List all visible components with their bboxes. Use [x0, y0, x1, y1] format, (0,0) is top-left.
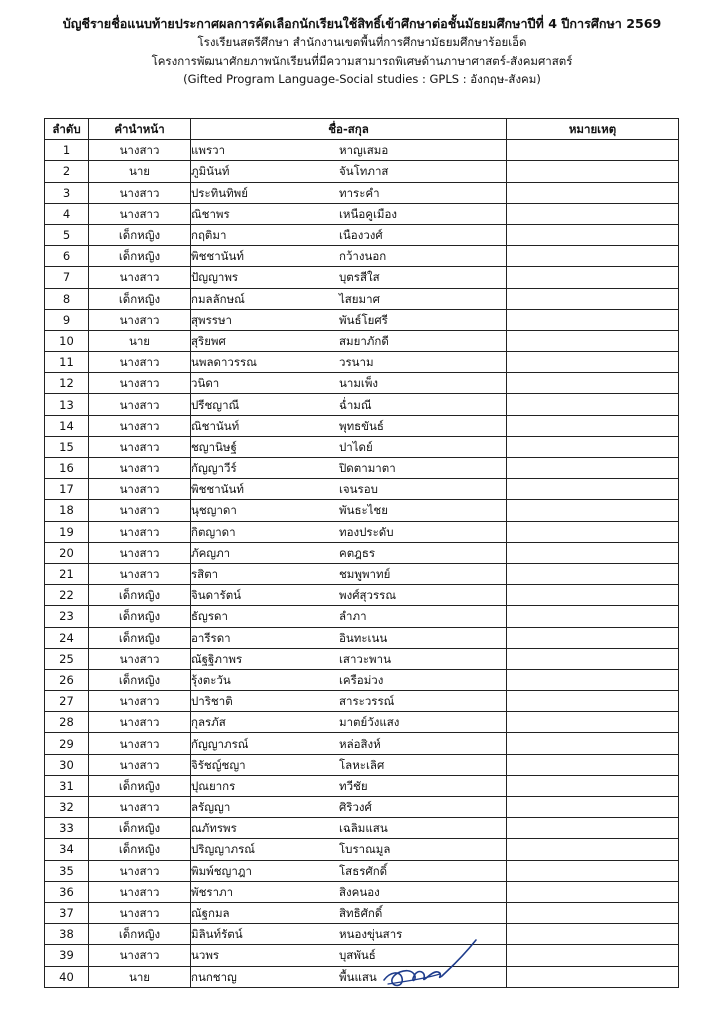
- name-prefix: นางสาว: [89, 373, 191, 394]
- note-cell: [507, 309, 679, 330]
- name-prefix: นางสาว: [89, 415, 191, 436]
- last-name: จันโทภาส: [339, 164, 389, 179]
- last-name: หนองขุ่นสาร: [339, 927, 403, 942]
- note-cell: [507, 881, 679, 902]
- last-name: เนืองวงศ์: [339, 228, 383, 243]
- table-row: [45, 563, 679, 584]
- note-cell: [507, 479, 679, 500]
- note-cell: [507, 585, 679, 606]
- row-number: 36: [45, 881, 89, 902]
- row-number: 15: [45, 436, 89, 457]
- last-name: ปิดตามาตา: [339, 461, 396, 476]
- first-name: กมลลักษณ์: [191, 291, 245, 306]
- signature-scribble: [380, 934, 480, 990]
- last-name: ปาไดย์: [339, 439, 373, 454]
- name-prefix: นางสาว: [89, 182, 191, 203]
- table-row: [45, 309, 679, 330]
- full-name: [191, 267, 507, 288]
- name-prefix: นางสาว: [89, 542, 191, 563]
- name-prefix: นางสาว: [89, 860, 191, 881]
- last-name: สิทธิศักดิ์: [339, 906, 383, 921]
- table-row: [45, 839, 679, 860]
- name-prefix: เด็กหญิง: [89, 627, 191, 648]
- name-prefix: เด็กหญิง: [89, 818, 191, 839]
- last-name: ฉ่ำมณี: [339, 397, 372, 412]
- column-header-prefix: คำนำหน้า: [89, 119, 191, 140]
- row-number: 23: [45, 606, 89, 627]
- last-name: นามเพ็ง: [339, 376, 379, 391]
- row-number: 12: [45, 373, 89, 394]
- note-cell: [507, 500, 679, 521]
- note-cell: [507, 945, 679, 966]
- table-row: [45, 394, 679, 415]
- table-row: [45, 902, 679, 923]
- note-cell: [507, 563, 679, 584]
- table-row: [45, 648, 679, 669]
- name-prefix: นางสาว: [89, 945, 191, 966]
- note-cell: [507, 373, 679, 394]
- first-name: วนิดา: [191, 376, 220, 391]
- table-row: [45, 373, 679, 394]
- full-name: [191, 775, 507, 796]
- note-cell: [507, 648, 679, 669]
- first-name: ลรัญญา: [191, 800, 231, 815]
- last-name: ศิริวงศ์: [339, 800, 372, 815]
- full-name: [191, 224, 507, 245]
- full-name: [191, 458, 507, 479]
- row-number: 32: [45, 797, 89, 818]
- first-name: อารีรดา: [191, 630, 231, 645]
- note-cell: [507, 775, 679, 796]
- last-name: พันธะไชย: [339, 503, 388, 518]
- name-prefix: นางสาว: [89, 140, 191, 161]
- name-prefix: เด็กหญิง: [89, 606, 191, 627]
- note-cell: [507, 966, 679, 987]
- note-cell: [507, 352, 679, 373]
- full-name: [191, 860, 507, 881]
- table-row: [45, 924, 679, 945]
- full-name: [191, 521, 507, 542]
- full-name: [191, 394, 507, 415]
- row-number: 26: [45, 669, 89, 690]
- student-roster-table: [44, 118, 679, 988]
- full-name: [191, 500, 507, 521]
- last-name: ทาระคำ: [339, 185, 380, 200]
- first-name: กิตญาดา: [191, 524, 236, 539]
- table-row: [45, 458, 679, 479]
- full-name: [191, 563, 507, 584]
- table-row: [45, 627, 679, 648]
- full-name: [191, 733, 507, 754]
- first-name: ประทินทิพย์: [191, 185, 248, 200]
- first-name: ภูมินันท์: [191, 164, 230, 179]
- table-row: [45, 246, 679, 267]
- full-name: [191, 754, 507, 775]
- full-name: [191, 140, 507, 161]
- full-name: [191, 691, 507, 712]
- row-number: 10: [45, 330, 89, 351]
- table-row: [45, 881, 679, 902]
- last-name: บุสพันธ์: [339, 948, 376, 963]
- first-name: รสิตา: [191, 567, 219, 582]
- first-name: นวพร: [191, 948, 220, 963]
- row-number: 28: [45, 712, 89, 733]
- full-name: [191, 881, 507, 902]
- name-prefix: เด็กหญิง: [89, 924, 191, 945]
- row-number: 11: [45, 352, 89, 373]
- last-name: คตฎธร: [339, 545, 376, 560]
- note-cell: [507, 733, 679, 754]
- name-prefix: นางสาว: [89, 309, 191, 330]
- name-prefix: นางสาว: [89, 500, 191, 521]
- row-number: 7: [45, 267, 89, 288]
- row-number: 14: [45, 415, 89, 436]
- full-name: [191, 330, 507, 351]
- table-row: [45, 818, 679, 839]
- row-number: 18: [45, 500, 89, 521]
- last-name: หาญเสมอ: [339, 143, 389, 158]
- note-cell: [507, 754, 679, 775]
- full-name: [191, 902, 507, 923]
- note-cell: [507, 669, 679, 690]
- first-name: มิลินท์รัตน์: [191, 927, 243, 942]
- row-number: 39: [45, 945, 89, 966]
- last-name: ลำภา: [339, 609, 367, 624]
- document-header: [0, 14, 724, 89]
- first-name: ภัคญภา: [191, 545, 231, 560]
- last-name: กว้างนอก: [339, 249, 387, 264]
- note-cell: [507, 839, 679, 860]
- program-english-line: (Gifted Program Language-Social studies : GPLS : อังกฤษ-สังคม): [183, 72, 541, 87]
- full-name: [191, 415, 507, 436]
- row-number: 13: [45, 394, 89, 415]
- last-name: พันธ์โยศรี: [339, 312, 388, 327]
- table-row: [45, 500, 679, 521]
- table-row: [45, 669, 679, 690]
- full-name: [191, 627, 507, 648]
- table-row: [45, 161, 679, 182]
- table-row: [45, 712, 679, 733]
- row-number: 22: [45, 585, 89, 606]
- full-name: [191, 246, 507, 267]
- column-header-name: ชื่อ-สกุล: [191, 119, 507, 140]
- full-name: [191, 839, 507, 860]
- last-name: สิงคนอง: [339, 884, 380, 899]
- first-name: ปริญญาภรณ์: [191, 842, 255, 857]
- name-prefix: นางสาว: [89, 436, 191, 457]
- table-row: [45, 436, 679, 457]
- first-name: พิชชานันท์: [191, 482, 244, 497]
- row-number: 25: [45, 648, 89, 669]
- first-name: จิรัชญ์ชญา: [191, 757, 246, 772]
- last-name: พงศ์สุวรรณ: [339, 588, 396, 603]
- full-name: [191, 479, 507, 500]
- full-name: [191, 669, 507, 690]
- table-row: [45, 585, 679, 606]
- note-cell: [507, 606, 679, 627]
- first-name: จินดารัตน์: [191, 588, 242, 603]
- note-cell: [507, 330, 679, 351]
- name-prefix: นางสาว: [89, 712, 191, 733]
- row-number: 1: [45, 140, 89, 161]
- row-number: 33: [45, 818, 89, 839]
- name-prefix: นางสาว: [89, 754, 191, 775]
- full-name: [191, 352, 507, 373]
- full-name: [191, 288, 507, 309]
- table-row: [45, 521, 679, 542]
- full-name: [191, 585, 507, 606]
- note-cell: [507, 288, 679, 309]
- name-prefix: นางสาว: [89, 203, 191, 224]
- note-cell: [507, 182, 679, 203]
- row-number: 30: [45, 754, 89, 775]
- name-prefix: เด็กหญิง: [89, 669, 191, 690]
- last-name: สาระวรรณ์: [339, 694, 395, 709]
- row-number: 21: [45, 563, 89, 584]
- table-row: [45, 330, 679, 351]
- table-row: [45, 479, 679, 500]
- row-number: 20: [45, 542, 89, 563]
- note-cell: [507, 224, 679, 245]
- first-name: ชญานิษฐ์: [191, 439, 237, 454]
- table-row: [45, 288, 679, 309]
- first-name: กัญญาวีร์: [191, 461, 237, 476]
- first-name: ปาริชาติ: [191, 694, 233, 709]
- last-name: พื้นแสน: [339, 969, 377, 984]
- first-name: ปัญญาพร: [191, 270, 239, 285]
- full-name: [191, 373, 507, 394]
- name-prefix: นางสาว: [89, 394, 191, 415]
- note-cell: [507, 542, 679, 563]
- name-prefix: นาย: [89, 330, 191, 351]
- program-line: โครงการพัฒนาศักยภาพนักเรียนที่มีความสามารถพิเศษด้านภาษาศาสตร์-สังคมศาสตร์: [151, 53, 573, 68]
- name-prefix: นางสาว: [89, 797, 191, 818]
- first-name: ธัญรดา: [191, 609, 228, 624]
- first-name: รุ้งตะวัน: [191, 672, 231, 687]
- row-number: 3: [45, 182, 89, 203]
- name-prefix: นาย: [89, 161, 191, 182]
- table-row: [45, 140, 679, 161]
- table-row: [45, 267, 679, 288]
- first-name: กนกชาญ: [191, 969, 237, 984]
- name-prefix: นางสาว: [89, 479, 191, 500]
- last-name: เสาวะพาน: [339, 651, 391, 666]
- table-row: [45, 754, 679, 775]
- row-number: 35: [45, 860, 89, 881]
- note-cell: [507, 627, 679, 648]
- name-prefix: นางสาว: [89, 521, 191, 542]
- table-row: [45, 182, 679, 203]
- note-cell: [507, 521, 679, 542]
- note-cell: [507, 860, 679, 881]
- full-name: [191, 542, 507, 563]
- row-number: 6: [45, 246, 89, 267]
- row-number: 5: [45, 224, 89, 245]
- last-name: ชมพูพาทย์: [339, 567, 391, 582]
- full-name: [191, 436, 507, 457]
- first-name: แพรวา: [191, 143, 226, 158]
- last-name: มาตย์วังแสง: [339, 715, 400, 730]
- note-cell: [507, 691, 679, 712]
- name-prefix: นางสาว: [89, 733, 191, 754]
- last-name: สมยาภักดี: [339, 333, 389, 348]
- row-number: 8: [45, 288, 89, 309]
- first-name: ณัฐกมล: [191, 906, 230, 921]
- table-header-row: [45, 119, 679, 140]
- name-prefix: เด็กหญิง: [89, 839, 191, 860]
- row-number: 17: [45, 479, 89, 500]
- table-row: [45, 733, 679, 754]
- last-name: อินทะเนน: [339, 630, 388, 645]
- note-cell: [507, 203, 679, 224]
- name-prefix: เด็กหญิง: [89, 585, 191, 606]
- first-name: พัชราภา: [191, 884, 234, 899]
- note-cell: [507, 924, 679, 945]
- note-cell: [507, 140, 679, 161]
- name-prefix: นางสาว: [89, 648, 191, 669]
- first-name: พิชชานันท์: [191, 249, 244, 264]
- note-cell: [507, 797, 679, 818]
- first-name: ณภัทรพร: [191, 821, 237, 836]
- row-number: 29: [45, 733, 89, 754]
- last-name: หล่อสิงห์: [339, 736, 381, 751]
- table-row: [45, 797, 679, 818]
- table-row: [45, 860, 679, 881]
- table-row: [45, 945, 679, 966]
- first-name: ณัฐฐิภาพร: [191, 651, 243, 666]
- table-row: [45, 352, 679, 373]
- last-name: ไสยมาศ: [339, 291, 380, 306]
- note-cell: [507, 712, 679, 733]
- first-name: สุริยพศ: [191, 333, 226, 348]
- first-name: กฤติมา: [191, 228, 227, 243]
- full-name: [191, 309, 507, 330]
- note-cell: [507, 818, 679, 839]
- row-number: 9: [45, 309, 89, 330]
- table-row: [45, 606, 679, 627]
- last-name: เหนือคูเมือง: [339, 206, 398, 221]
- name-prefix: นางสาว: [89, 267, 191, 288]
- note-cell: [507, 267, 679, 288]
- first-name: ปรีชญาณี: [191, 397, 240, 412]
- table-row: [45, 224, 679, 245]
- table-row: [45, 966, 679, 987]
- note-cell: [507, 415, 679, 436]
- last-name: บุตรสีใส: [339, 270, 380, 285]
- row-number: 19: [45, 521, 89, 542]
- row-number: 38: [45, 924, 89, 945]
- full-name: [191, 203, 507, 224]
- full-name: [191, 818, 507, 839]
- note-cell: [507, 394, 679, 415]
- row-number: 37: [45, 902, 89, 923]
- row-number: 2: [45, 161, 89, 182]
- name-prefix: เด็กหญิง: [89, 224, 191, 245]
- row-number: 4: [45, 203, 89, 224]
- table-row: [45, 691, 679, 712]
- name-prefix: เด็กหญิง: [89, 246, 191, 267]
- last-name: ทวีชัย: [339, 778, 368, 793]
- last-name: โสธรศักดิ์: [339, 863, 388, 878]
- column-header-no: ลำดับ: [45, 119, 89, 140]
- table-row: [45, 542, 679, 563]
- row-number: 31: [45, 775, 89, 796]
- name-prefix: เด็กหญิง: [89, 288, 191, 309]
- name-prefix: นาย: [89, 966, 191, 987]
- name-prefix: นางสาว: [89, 563, 191, 584]
- name-prefix: นางสาว: [89, 458, 191, 479]
- last-name: พุทธขันธ์: [339, 418, 384, 433]
- first-name: ปุณยากร: [191, 778, 236, 793]
- full-name: [191, 182, 507, 203]
- name-prefix: นางสาว: [89, 881, 191, 902]
- first-name: กัญญาภรณ์: [191, 736, 249, 751]
- row-number: 16: [45, 458, 89, 479]
- note-cell: [507, 458, 679, 479]
- row-number: 40: [45, 966, 89, 987]
- school-line: โรงเรียนสตรีศึกษา สำนักงานเขตพื้นที่การศึกษามัธยมศึกษาร้อยเอ็ด: [197, 35, 527, 49]
- table-row: [45, 775, 679, 796]
- first-name: สุพรรษา: [191, 312, 232, 327]
- full-name: [191, 606, 507, 627]
- name-prefix: นางสาว: [89, 902, 191, 923]
- full-name: [191, 712, 507, 733]
- document-title: บัญชีรายชื่อแนบท้ายประกาศผลการคัดเลือกนักเรียนใช้สิทธิ์เข้าศึกษาต่อชั้นมัธยมศึกษาปีที่ 4 ปีการศึกษา 2569: [62, 16, 662, 31]
- first-name: กุลรภัส: [191, 715, 226, 730]
- first-name: นพลดาวรรณ: [191, 355, 257, 370]
- last-name: ทองประดับ: [339, 524, 394, 539]
- first-name: ณิชานันท์: [191, 418, 240, 433]
- first-name: นุชญาดา: [191, 503, 237, 518]
- name-prefix: นางสาว: [89, 691, 191, 712]
- last-name: โบราณมูล: [339, 842, 391, 857]
- table-row: [45, 415, 679, 436]
- note-cell: [507, 161, 679, 182]
- last-name: เจนรอบ: [339, 482, 378, 497]
- full-name: [191, 161, 507, 182]
- full-name: [191, 797, 507, 818]
- name-prefix: นางสาว: [89, 352, 191, 373]
- note-cell: [507, 246, 679, 267]
- name-prefix: เด็กหญิง: [89, 775, 191, 796]
- note-cell: [507, 902, 679, 923]
- last-name: เครือม่วง: [339, 672, 384, 687]
- row-number: 24: [45, 627, 89, 648]
- first-name: ณิชาพร: [191, 206, 230, 221]
- first-name: พิมพ์ชญาฎา: [191, 863, 252, 878]
- last-name: โลหะเลิศ: [339, 757, 385, 772]
- table-row: [45, 203, 679, 224]
- last-name: เฉลิมแสน: [339, 821, 388, 836]
- note-cell: [507, 436, 679, 457]
- row-number: 27: [45, 691, 89, 712]
- column-header-note: หมายเหตุ: [507, 119, 679, 140]
- full-name: [191, 648, 507, 669]
- row-number: 34: [45, 839, 89, 860]
- last-name: วรนาม: [339, 355, 374, 370]
